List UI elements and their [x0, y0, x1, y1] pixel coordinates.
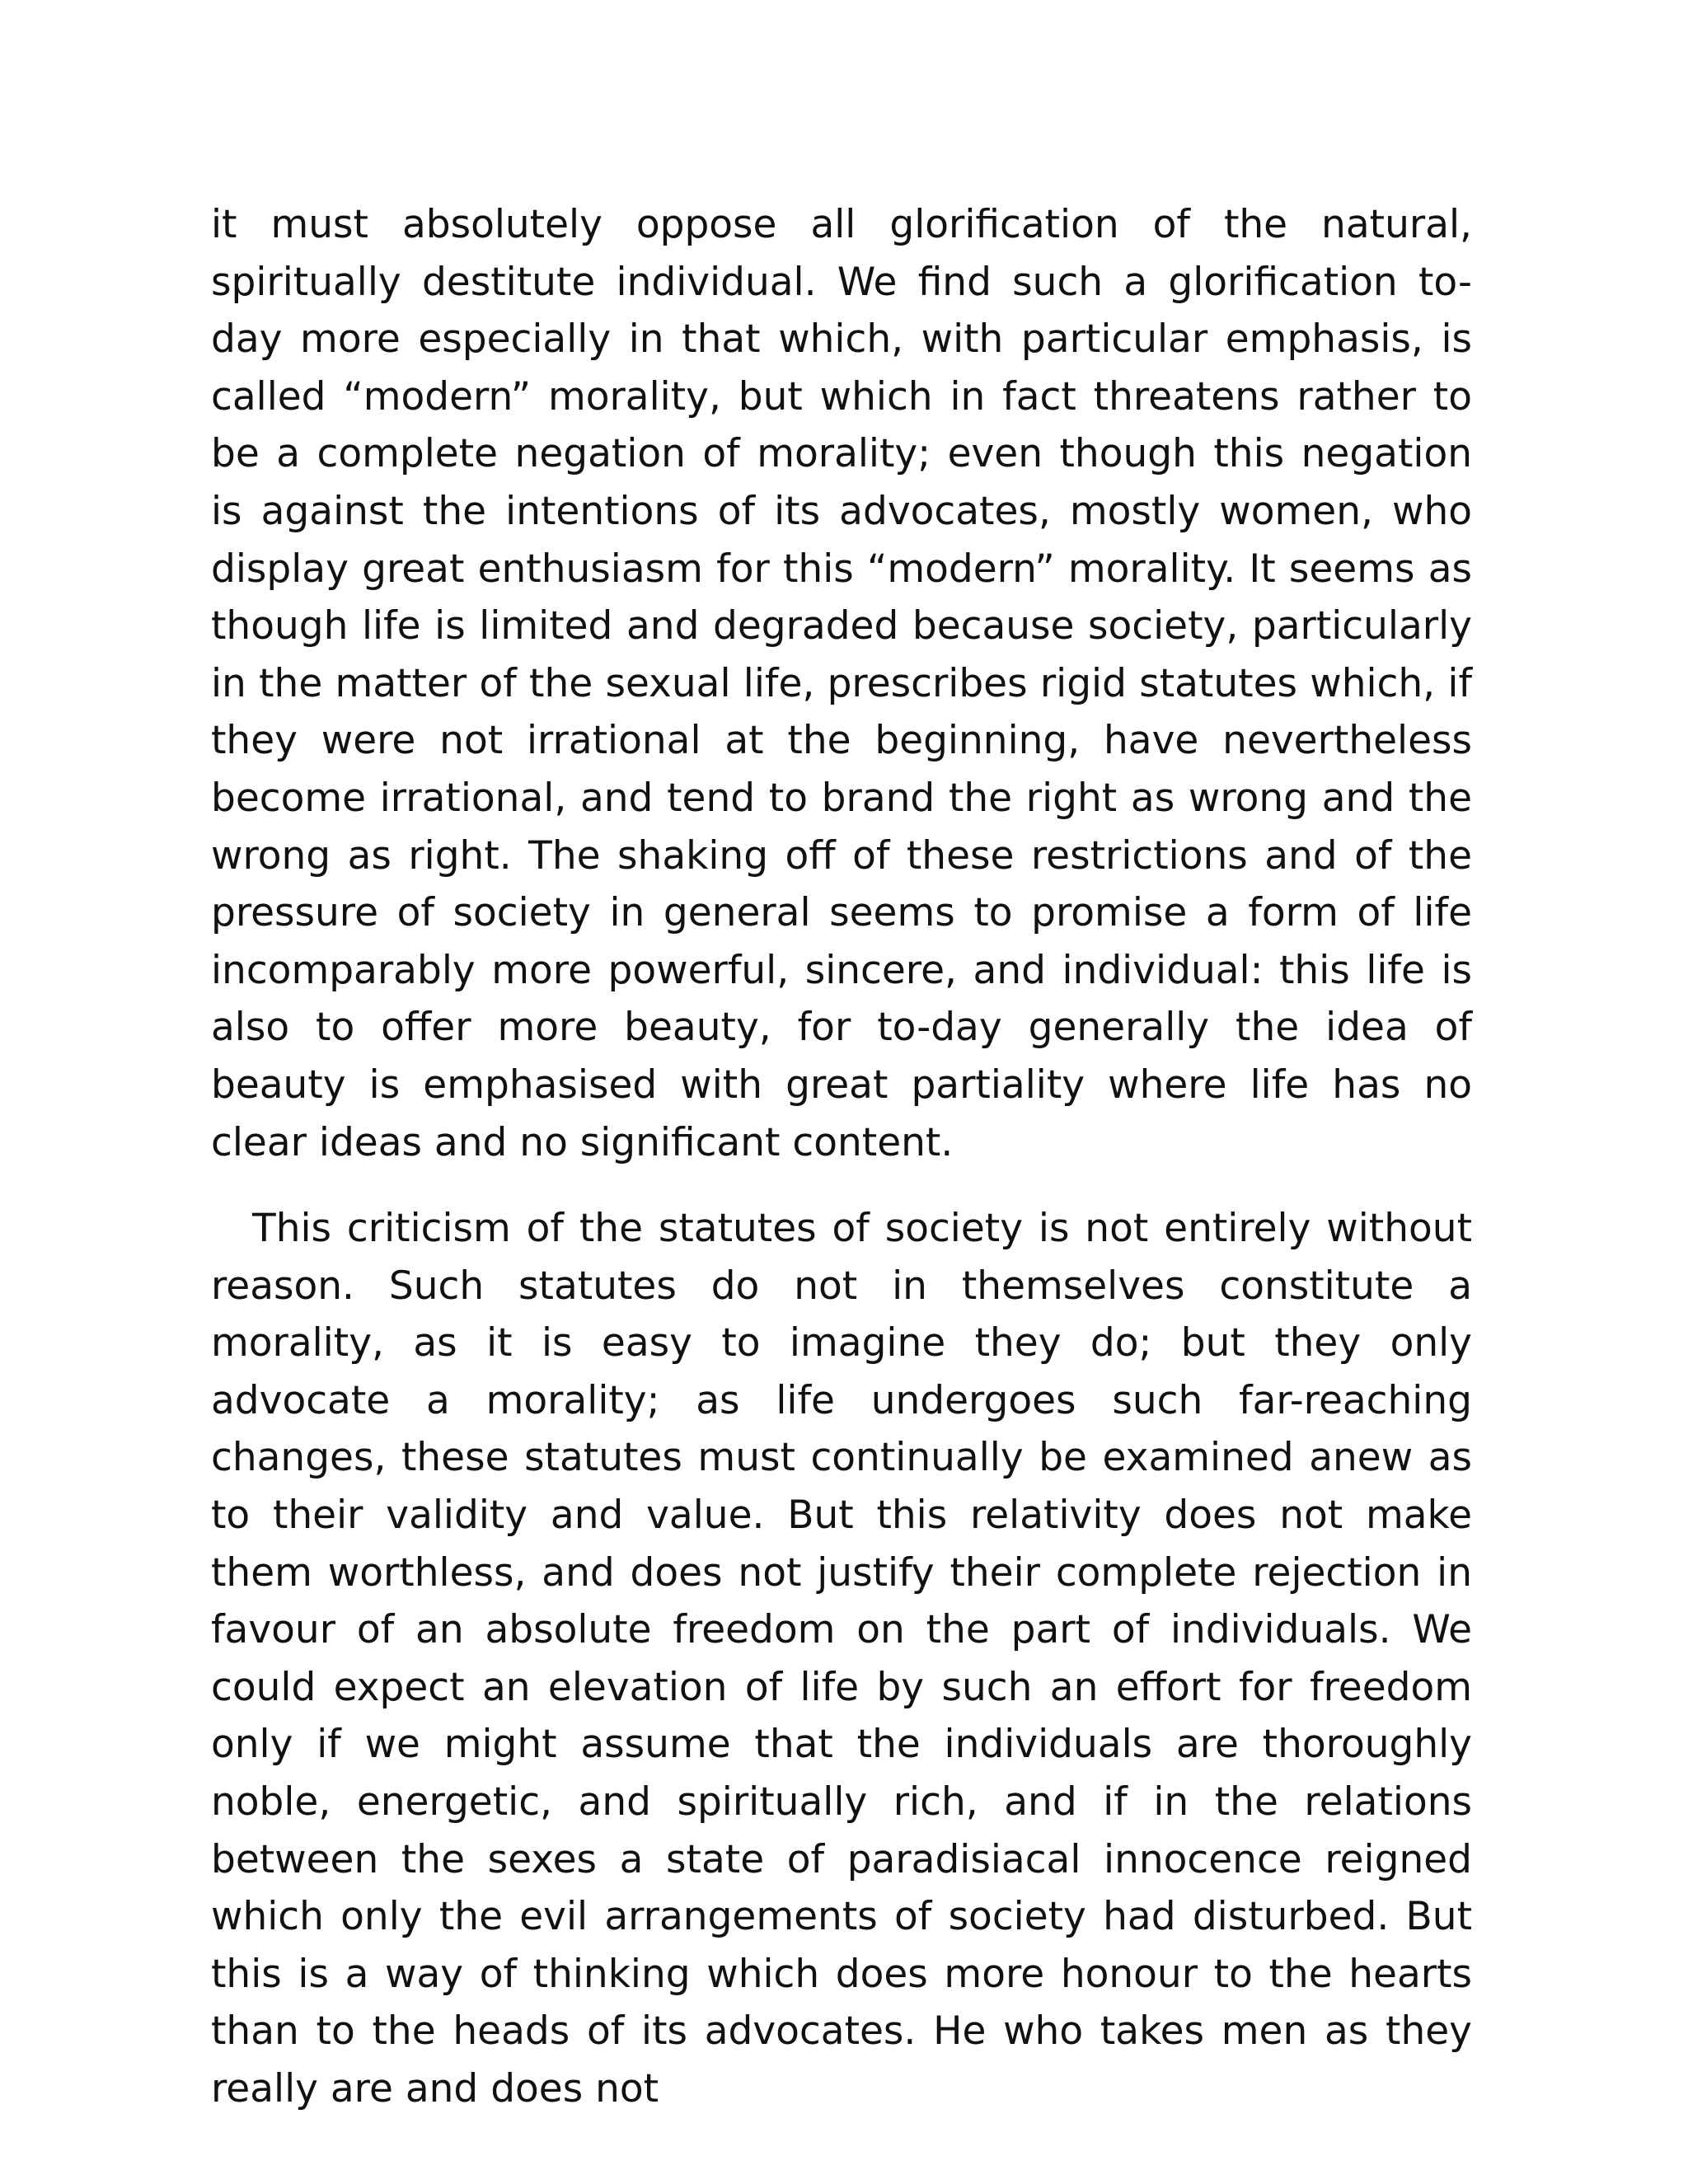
paragraph-1: it must absolutely oppose all glorification of the natural, spiritually destitute individual. We find such a glorification to-day more especially in that which, with particular emphasis, is called “modern” morality, but which in fact threatens rather to be a complete negation of morality; even though this negation is against the intentions of its advocates, mostly women, who display great enthusiasm for this “modern” morality. It seems as though life is limited and degraded because society, particularly in the matter of the sexual life, prescribes rigid statutes which, if they were not irrational at the beginning, have nevertheless become irrational, and tend to brand the right as wrong and the wrong as right. The shaking off of these restrictions and of the pressure of society in general seems to promise a form of life incomparably more powerful, sincere, and individual: this life is also to offer more beauty, for to-day generally the idea of beauty is emphasised with great partiality where life has no clear ideas and no significant content.: [211, 202, 1472, 1165]
body-text: [211, 196, 1472, 2118]
paragraph-2: This criticism of the statutes of society is not entirely without reason. Such statutes do not in themselves constitute a morality, as it is easy to imagine they do; but they only advocate a morality; as life undergoes such far-reaching changes, these statutes must continually be examined anew as to their validity and value. But this relativity does not make them worthless, and does not justify their complete rejection in favour of an absolute freedom on the part of individuals. We could expect an elevation of life by such an effort for freedom only if we might assume that the individuals are thoroughly noble, energetic, and spiritually rich, and if in the relations between the sexes a state of paradisiacal innocence reigned which only the evil arrangements of society had disturbed. But this is a way of thinking which does more honour to the hearts than to the heads of its advocates. He who takes men as they really are and does not: [211, 1206, 1472, 2111]
